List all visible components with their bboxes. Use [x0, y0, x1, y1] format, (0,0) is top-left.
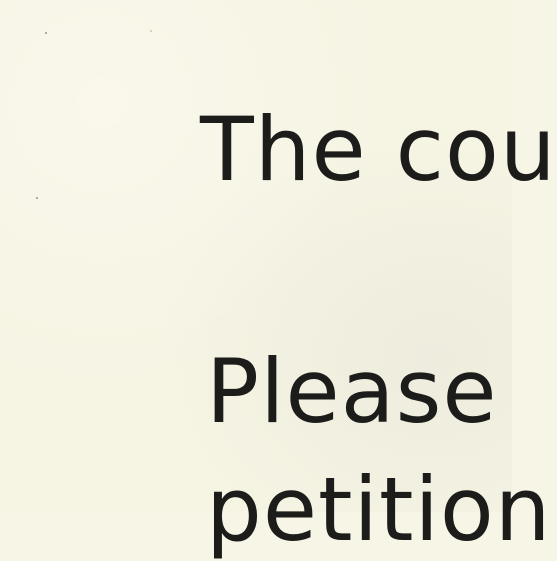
paper-speck — [36, 197, 38, 199]
document-text-line-3: petition — [206, 458, 552, 561]
document-text-line-1: The cou — [200, 98, 557, 201]
paper-speck — [150, 30, 152, 32]
paper-speck — [45, 32, 47, 34]
document-text-line-2: Please — [206, 340, 498, 443]
